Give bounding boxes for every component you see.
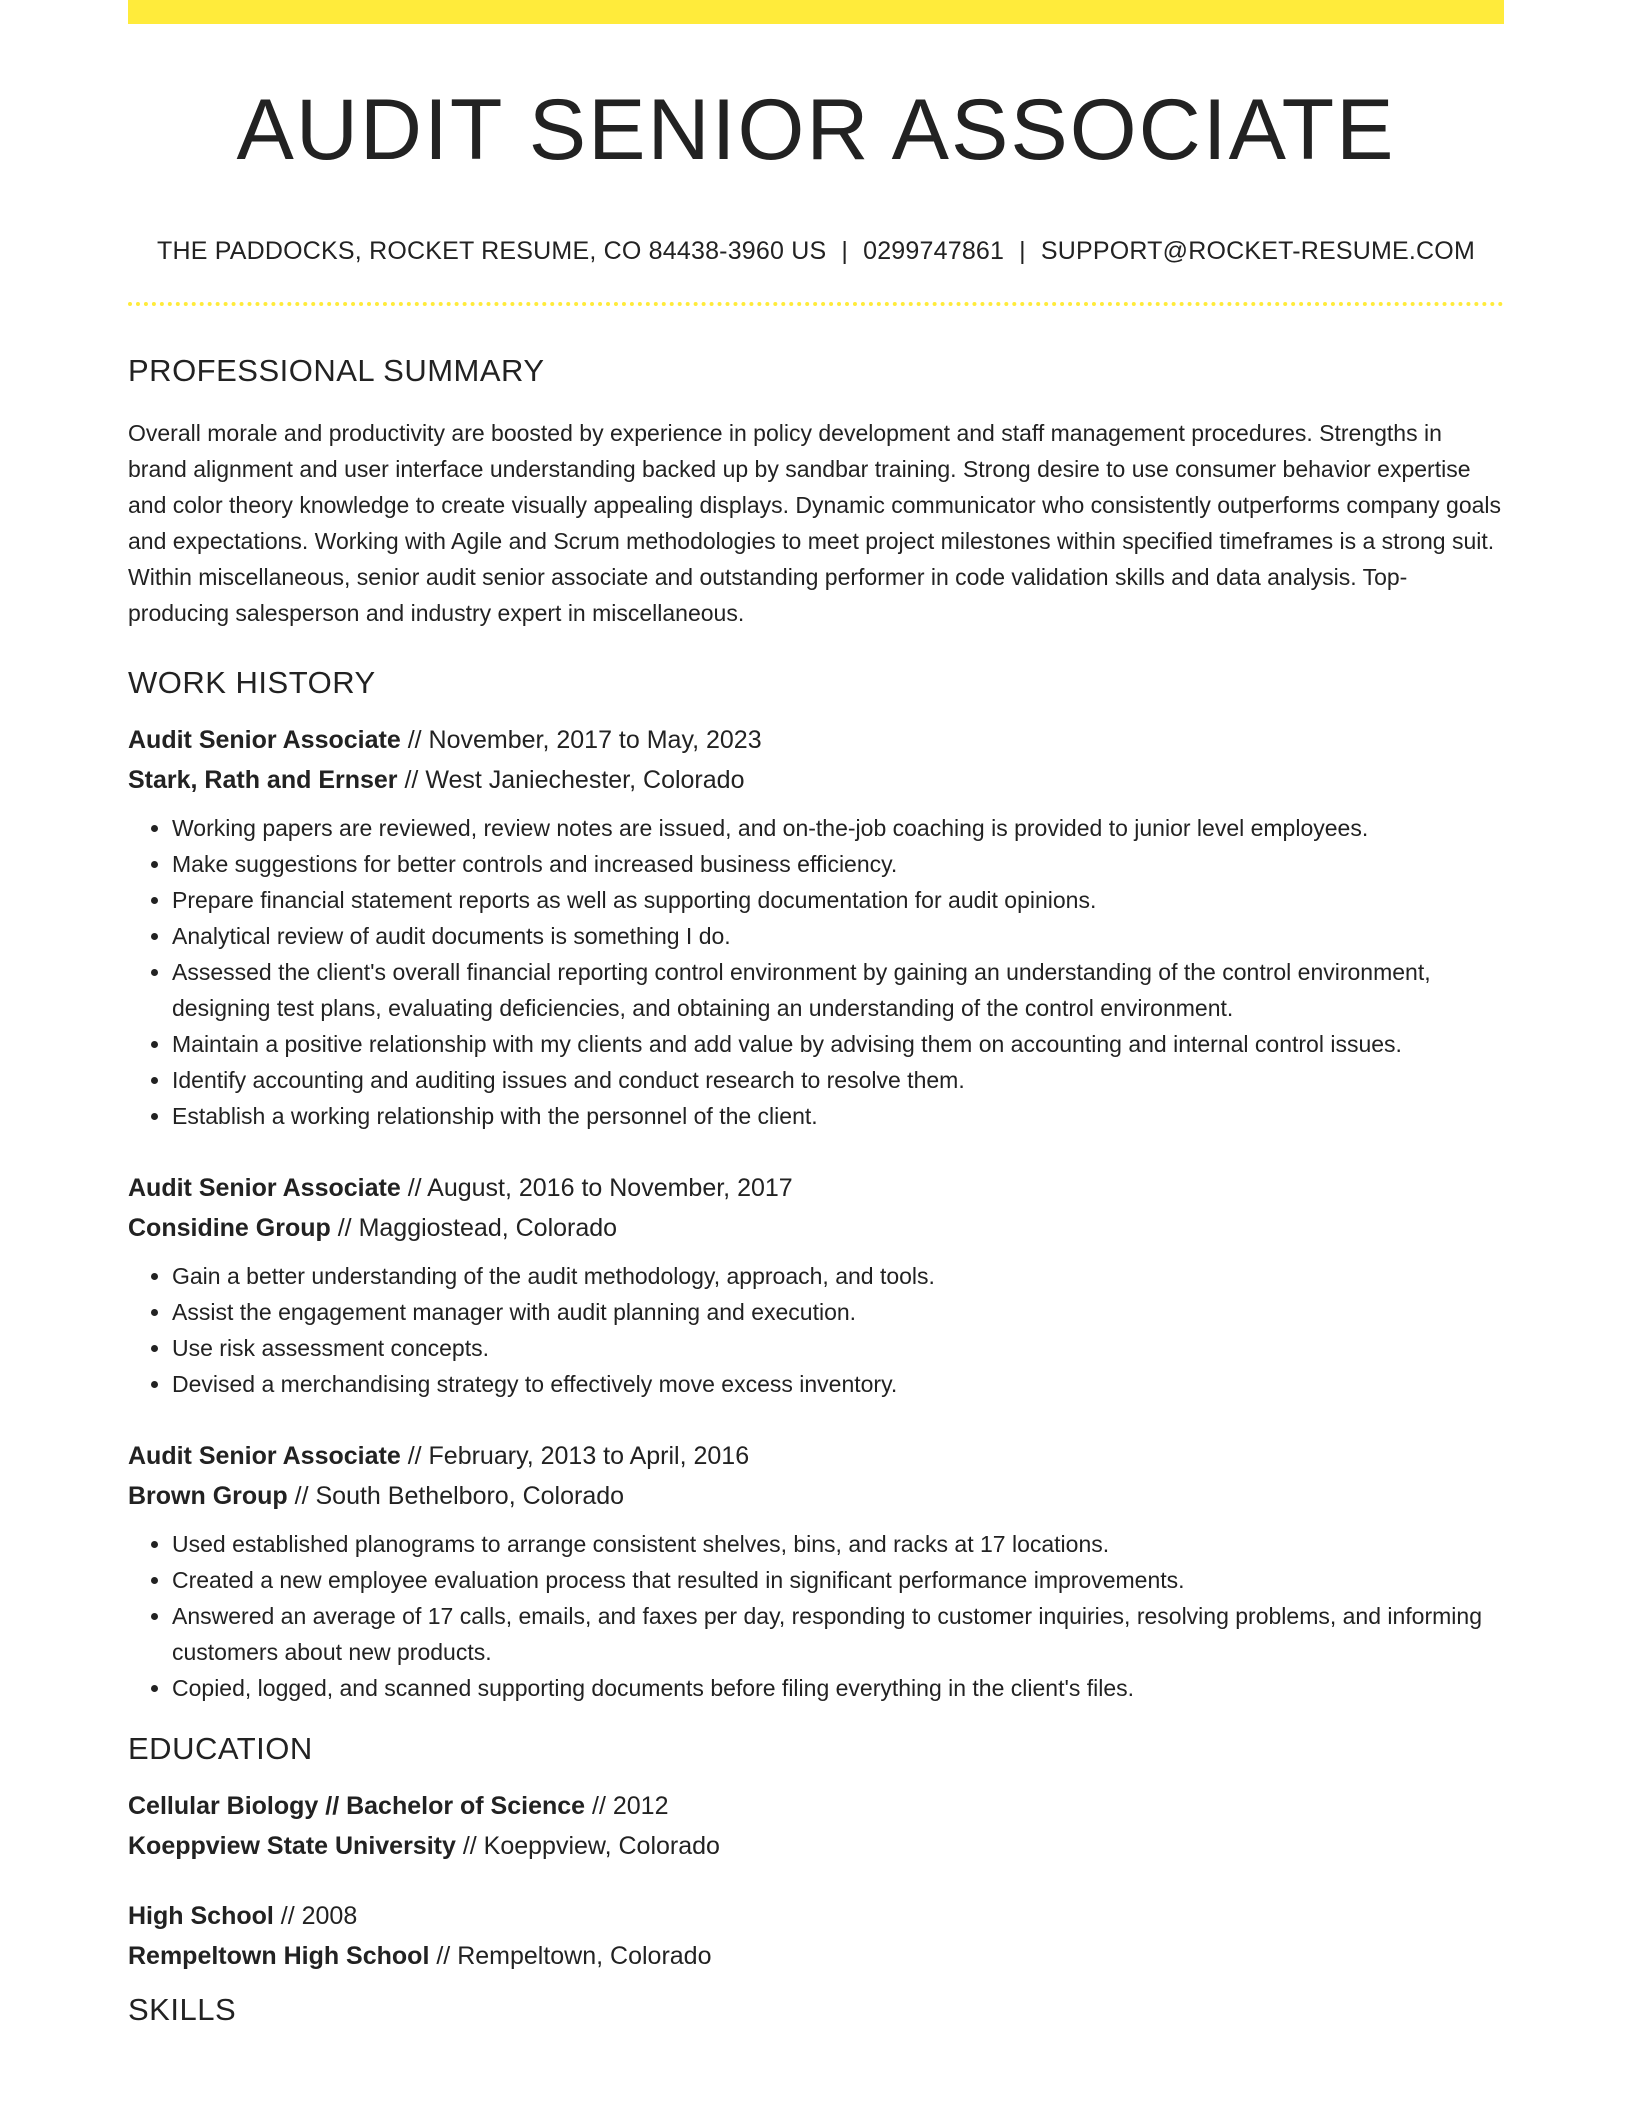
school-line: [128, 1936, 1504, 1976]
job-location: // West Janiechester, Colorado: [397, 766, 745, 794]
job-bullet: • Assessed the client's overall financial reporting control environment by gaining an understanding of the control environment, designing test plans, evaluating deficiencies, and obtaining an understanding of the control environment.: [172, 954, 1504, 1026]
job-bullet: • Working papers are reviewed, review notes are issued, and on-the-job coaching is provided to junior level employees.: [172, 810, 1504, 846]
job-dates: // February, 2013 to April, 2016: [400, 1442, 750, 1470]
contact-address: THE PADDOCKS, ROCKET RESUME, CO 84438-3960 US: [157, 237, 827, 265]
resume-title: AUDIT SENIOR ASSOCIATE: [236, 82, 1396, 178]
contact-separator: |: [1019, 237, 1026, 265]
summary-heading: PROFESSIONAL SUMMARY: [128, 353, 545, 388]
school-location: // Rempeltown, Colorado: [429, 1942, 712, 1970]
job-title: Audit Senior Associate: [128, 1442, 401, 1470]
summary-text: Overall morale and productivity are boosted by experience in policy development and staff management procedures. Strengths in brand alignment and user interface understanding backed up by sandbar training. Strong desire to use consumer behavior expertise and color theory knowledge to create visually appealing displays. Dynamic communicator who consistently outperforms company goals and expectations. Working with Agile and Scrum methodologies to meet project milestones within specified timeframes is a strong suit. Within miscellaneous, senior audit senior associate and outstanding performer in code validation skills and data analysis. Top-producing salesperson and industry expert in miscellaneous.: [128, 420, 1502, 626]
dotted-divider: [128, 302, 1504, 306]
job-bullets: [128, 1526, 1504, 1706]
school-line: [128, 1826, 1504, 1866]
skills-heading: SKILLS: [128, 1992, 237, 2027]
job-bullet: • Prepare financial statement reports as well as supporting documentation for audit opinions.: [172, 882, 1504, 918]
job-title-line: [128, 1168, 1504, 1208]
degree-year: // 2008: [273, 1902, 358, 1930]
job-dates: // November, 2017 to May, 2023: [400, 726, 762, 754]
job-bullet: • Used established planograms to arrange consistent shelves, bins, and racks at 17 locations.: [172, 1526, 1504, 1562]
contact-line: [128, 239, 1504, 264]
job-bullet: • Maintain a positive relationship with my clients and add value by advising them on accounting and internal control issues.: [172, 1026, 1504, 1062]
job-title: Audit Senior Associate: [128, 726, 401, 754]
school-name: Koeppview State University: [128, 1832, 456, 1860]
job-company: Considine Group: [128, 1214, 331, 1242]
contact-separator: |: [841, 237, 849, 265]
job-title: Audit Senior Associate: [128, 1174, 401, 1202]
job-company: Brown Group: [128, 1482, 288, 1510]
job-bullet: • Answered an average of 17 calls, emails, and faxes per day, responding to customer inquiries, resolving problems, and informing customers about new products.: [172, 1598, 1504, 1670]
job-bullet: • Analytical review of audit documents is something I do.: [172, 918, 1504, 954]
job-bullet: • Gain a better understanding of the audit methodology, approach, and tools.: [172, 1258, 1504, 1294]
degree-name: High School: [128, 1902, 274, 1930]
degree-line: [128, 1786, 1504, 1826]
job-title-line: [128, 1436, 1504, 1476]
job-bullet: • Devised a merchandising strategy to effectively move excess inventory.: [172, 1366, 1504, 1402]
job-location: // South Bethelboro, Colorado: [287, 1482, 625, 1510]
degree-name: Cellular Biology // Bachelor of Science: [128, 1792, 586, 1820]
job-title-line: [128, 720, 1504, 760]
job-bullet: • Copied, logged, and scanned supporting documents before filing everything in the client's files.: [172, 1670, 1504, 1706]
job-company: Stark, Rath and Ernser: [128, 766, 398, 794]
resume-page: [128, 0, 1504, 2025]
top-accent-bar: [128, 0, 1504, 24]
job-bullet: • Establish a working relationship with the personnel of the client.: [172, 1098, 1504, 1134]
job-bullets: [128, 810, 1504, 1134]
job-bullet: • Identify accounting and auditing issues and conduct research to resolve them.: [172, 1062, 1504, 1098]
job-entry: [128, 1168, 1504, 1402]
job-dates: // August, 2016 to November, 2017: [400, 1174, 793, 1202]
job-company-line: [128, 760, 1504, 800]
degree-line: [128, 1896, 1504, 1936]
school-location: // Koeppview, Colorado: [455, 1832, 720, 1860]
degree-year: // 2012: [585, 1792, 669, 1820]
job-location: // Maggiostead, Colorado: [330, 1214, 618, 1242]
contact-email: SUPPORT@ROCKET-RESUME.COM: [1040, 237, 1475, 265]
school-name: Rempeltown High School: [128, 1942, 430, 1970]
education-entry: [128, 1896, 1504, 1976]
job-bullet: • Created a new employee evaluation process that resulted in significant performance improvements.: [172, 1562, 1504, 1598]
job-bullet: • Use risk assessment concepts.: [172, 1330, 1504, 1366]
job-entry: [128, 720, 1504, 1134]
job-entry: [128, 1436, 1504, 1706]
job-company-line: [128, 1208, 1504, 1248]
job-company-line: [128, 1476, 1504, 1516]
education-entry: [128, 1786, 1504, 1866]
job-bullet: • Assist the engagement manager with audit planning and execution.: [172, 1294, 1504, 1330]
education-heading: EDUCATION: [128, 1731, 313, 1766]
work-history-heading: WORK HISTORY: [128, 665, 376, 700]
job-bullet: • Make suggestions for better controls and increased business efficiency.: [172, 846, 1504, 882]
contact-phone: 0299747861: [863, 237, 1005, 265]
job-bullets: [128, 1258, 1504, 1402]
